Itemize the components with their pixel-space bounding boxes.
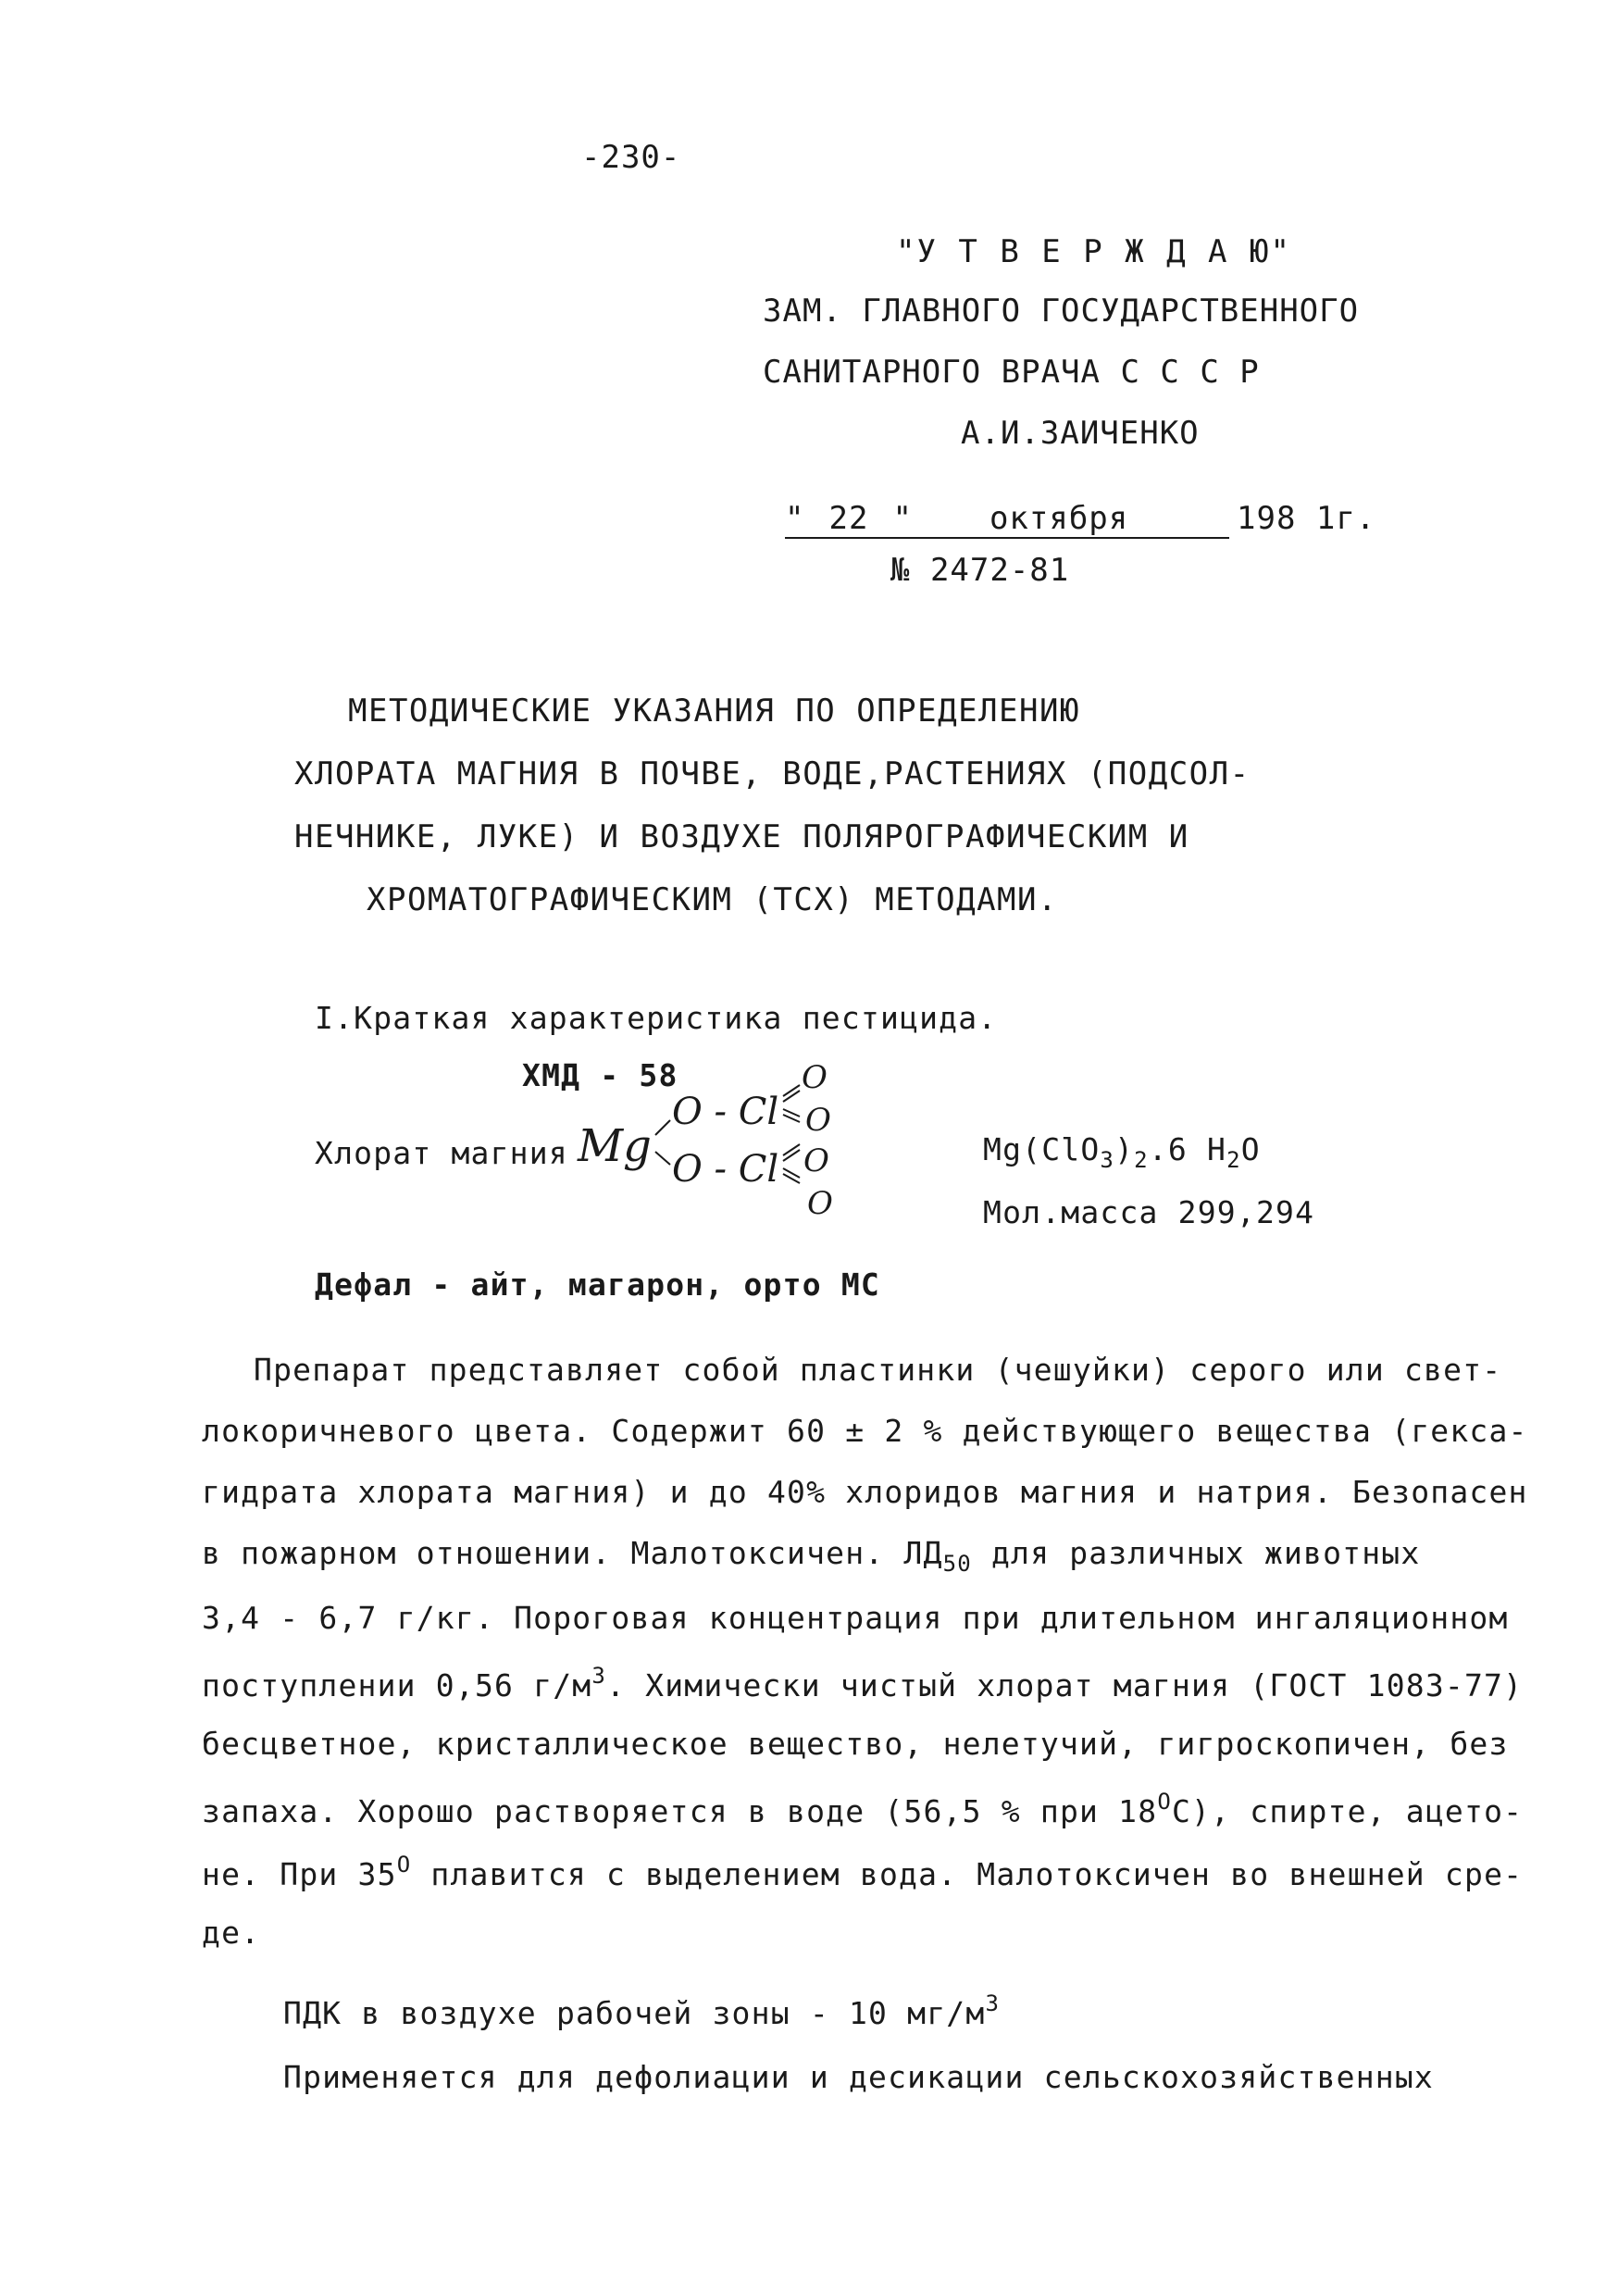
trade-name: ХМД - 58 <box>522 1057 678 1093</box>
page-number: -230- <box>581 139 681 176</box>
formula-oxygen-2: O <box>805 1102 831 1139</box>
title-line-3: НЕЧНИКЕ, ЛУКЕ) И ВОЗДУХЕ ПОЛЯРОГРАФИЧЕСКИМ И <box>294 818 1189 855</box>
approval-heading: "У Т В Е Р Ж Д А Ю" <box>896 233 1291 270</box>
section-heading: I.Краткая характеристика пестицида. <box>315 1000 998 1036</box>
approval-line-2: САНИТАРНОГО ВРАЧА С С С Р <box>763 354 1260 391</box>
molecular-formula: $Mg(ClO_3)_2.6$ $H_2O$ <box>983 1131 1261 1173</box>
molecular-mass: Мол.масса 299,294 <box>983 1194 1315 1230</box>
structural-formula <box>572 1055 850 1222</box>
paragraph-line-1: Препарат представляет собой пластинки (чешуйки) серого или свет- <box>254 1352 1502 1388</box>
date-year: 198 1г. <box>1237 500 1376 537</box>
paragraph-line-2: локоричневого цвета. Содержит 60 ± 2 % действующего вещества (гекса- <box>202 1413 1528 1449</box>
paragraph-line-4: в пожарном отношении. Малотоксичен. $ЛД_{50}$ для различных животных <box>202 1535 1421 1577</box>
paragraph-line-7: бесцветное, кристаллическое вещество, нелетучий, гигроскопичен, без <box>202 1726 1509 1762</box>
paragraph-line-6: поступлении 0,56 $г/м^3$. Химически чистый хлорат магния (ГОСТ 1083-77) <box>202 1663 1524 1703</box>
paragraph-line-8: запаха. Хорошо растворяется в воде (56,5 % при $18^ОС$), спирте, ацето- <box>202 1789 1524 1829</box>
synonyms: Дефал - айт, магарон, орто МС <box>315 1267 880 1303</box>
approval-number: № 2472-81 <box>890 552 1070 589</box>
paragraph-line-10: де. <box>202 1915 261 1951</box>
application-line: Применяется для дефолиации и десикации сельскохозяйственных <box>283 2059 1434 2095</box>
formula-double-bonds <box>779 1068 807 1207</box>
paragraph-line-5: 3,4 - 6,7 г/кг. Пороговая концентрация при длительном ингаляционном <box>202 1600 1509 1636</box>
substance-label: Хлорат магния <box>315 1135 568 1171</box>
date-day-field: " 22 " <box>785 500 950 539</box>
approver-name: А.И.ЗАИЧЕНКО <box>961 415 1200 452</box>
title-line-1: МЕТОДИЧЕСКИЕ УКАЗАНИЯ ПО ОПРЕДЕЛЕНИЮ <box>348 693 1080 730</box>
date-month-field: октября <box>950 500 1229 539</box>
title-line-4: ХРОМАТОГРАФИЧЕСКИМ (ТСХ) МЕТОДАМИ. <box>367 881 1058 918</box>
approval-date <box>785 500 1375 539</box>
approval-line-1: ЗАМ. ГЛАВНОГО ГОСУДАРСТВЕННОГО <box>763 293 1360 330</box>
pdk-line: ПДК в воздухе рабочей зоны - 10 $мг/м^3$ <box>283 1990 1001 2031</box>
formula-oxygen-3: O <box>803 1142 829 1179</box>
formula-oxygen-1: O <box>802 1059 828 1096</box>
title-line-2: ХЛОРАТА МАГНИЯ В ПОЧВЕ, ВОДЕ,РАСТЕНИЯХ (ПОДСОЛ- <box>294 755 1251 792</box>
paragraph-line-9: не. При $35^О$ плавится с выделением вода. Малотоксичен во внешней сре- <box>202 1852 1524 1892</box>
formula-o-cl-bottom: O - Cl <box>672 1148 779 1191</box>
formula-o-cl-top: O - Cl <box>672 1091 779 1133</box>
formula-mg: Mg <box>578 1120 652 1172</box>
formula-oxygen-4: O <box>807 1185 833 1222</box>
paragraph-line-3: гидрата хлората магния) и до 40% хлоридов магния и натрия. Безопасен <box>202 1474 1528 1510</box>
